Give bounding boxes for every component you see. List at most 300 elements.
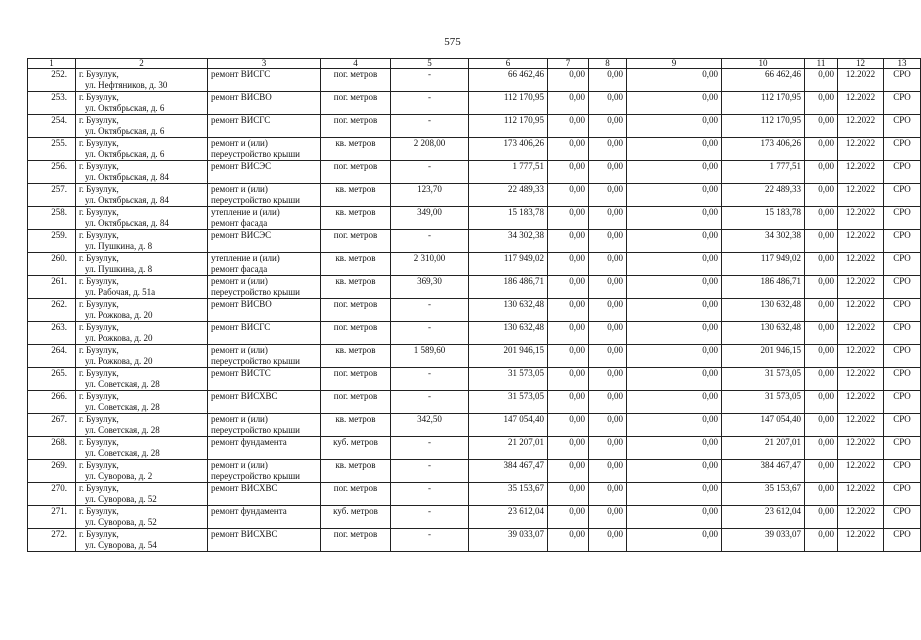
unit-cell: кв. метров: [321, 184, 391, 207]
address-city: г. Бузулук,: [79, 184, 119, 194]
value-cell: 0,00: [627, 299, 722, 322]
work-type-cell: [208, 115, 321, 138]
value-cell: 0,00: [548, 299, 589, 322]
address-cell: [76, 253, 208, 276]
work-type-cell: [208, 414, 321, 437]
address-street: ул. Советская, д. 28: [85, 378, 160, 389]
method-cell: СРО: [884, 414, 921, 437]
table-row: [28, 161, 921, 184]
value-cell: 0,00: [589, 184, 627, 207]
unit-cell: пог. метров: [321, 69, 391, 92]
column-header: 12: [838, 59, 884, 69]
quantity-cell: -: [391, 460, 469, 483]
method-cell: СРО: [884, 299, 921, 322]
work-type-line2: переустройство крыши: [211, 424, 300, 435]
total-cost-cell: 39 033,07: [469, 529, 548, 552]
value-cell: 0,00: [627, 207, 722, 230]
method-cell: СРО: [884, 92, 921, 115]
value-cell: 0,00: [627, 414, 722, 437]
address-city: г. Бузулук,: [79, 69, 119, 79]
address-city: г. Бузулук,: [79, 299, 119, 309]
value-cell: 0,00: [627, 276, 722, 299]
work-type-line2: переустройство крыши: [211, 355, 300, 366]
address-city: г. Бузулук,: [79, 345, 119, 355]
table-row: [28, 138, 921, 161]
address-street: ул. Октябрьская, д. 84: [85, 217, 169, 228]
value-cell: 0,00: [627, 391, 722, 414]
column-header: 13: [884, 59, 921, 69]
row-number: 252.: [28, 69, 76, 92]
value-cell: 0,00: [589, 299, 627, 322]
table-row: [28, 322, 921, 345]
fund-cost-cell: 39 033,07: [722, 529, 805, 552]
work-type-line1: ремонт ВИСТС: [211, 368, 271, 378]
fund-cost-cell: 130 632,48: [722, 322, 805, 345]
deadline-cell: 12.2022: [838, 207, 884, 230]
total-cost-cell: 130 632,48: [469, 322, 548, 345]
column-header: 11: [805, 59, 838, 69]
work-type-line1: ремонт ВИСГС: [211, 69, 271, 79]
value-cell: 0,00: [589, 506, 627, 529]
fund-cost-cell: 31 573,05: [722, 368, 805, 391]
fund-cost-cell: 112 170,95: [722, 92, 805, 115]
total-cost-cell: 34 302,38: [469, 230, 548, 253]
quantity-cell: -: [391, 299, 469, 322]
row-number: 258.: [28, 207, 76, 230]
address-cell: [76, 391, 208, 414]
quantity-cell: -: [391, 161, 469, 184]
value-cell: 0,00: [805, 230, 838, 253]
column-header: 10: [722, 59, 805, 69]
address-street: ул. Октябрьская, д. 6: [85, 125, 165, 136]
address-street: ул. Нефтяников, д. 30: [85, 79, 168, 90]
value-cell: 0,00: [805, 437, 838, 460]
value-cell: 0,00: [805, 138, 838, 161]
column-header: 2: [76, 59, 208, 69]
table-row: [28, 115, 921, 138]
value-cell: 0,00: [548, 529, 589, 552]
deadline-cell: 12.2022: [838, 437, 884, 460]
value-cell: 0,00: [548, 184, 589, 207]
unit-cell: кв. метров: [321, 460, 391, 483]
row-number: 271.: [28, 506, 76, 529]
row-number: 265.: [28, 368, 76, 391]
value-cell: 0,00: [548, 460, 589, 483]
value-cell: 0,00: [805, 92, 838, 115]
unit-cell: пог. метров: [321, 368, 391, 391]
address-street: ул. Рожкова, д. 20: [85, 309, 153, 320]
unit-cell: кв. метров: [321, 345, 391, 368]
value-cell: 0,00: [589, 529, 627, 552]
value-cell: 0,00: [589, 138, 627, 161]
unit-cell: пог. метров: [321, 529, 391, 552]
value-cell: 0,00: [589, 437, 627, 460]
value-cell: 0,00: [589, 391, 627, 414]
total-cost-cell: 147 054,40: [469, 414, 548, 437]
address-city: г. Бузулук,: [79, 529, 119, 539]
table-row: [28, 414, 921, 437]
address-city: г. Бузулук,: [79, 253, 119, 263]
fund-cost-cell: 112 170,95: [722, 115, 805, 138]
work-type-line1: ремонт ВИСХВС: [211, 483, 278, 493]
table-row: [28, 230, 921, 253]
value-cell: 0,00: [548, 115, 589, 138]
quantity-cell: -: [391, 115, 469, 138]
table-row: [28, 506, 921, 529]
unit-cell: пог. метров: [321, 115, 391, 138]
total-cost-cell: 15 183,78: [469, 207, 548, 230]
method-cell: СРО: [884, 115, 921, 138]
address-street: ул. Суворова, д. 2: [85, 470, 153, 481]
address-street: ул. Советская, д. 28: [85, 401, 160, 412]
work-type-line2: переустройство крыши: [211, 470, 300, 481]
row-number: 256.: [28, 161, 76, 184]
address-city: г. Бузулук,: [79, 506, 119, 516]
quantity-cell: 2 208,00: [391, 138, 469, 161]
column-header: 7: [548, 59, 589, 69]
work-type-cell: [208, 529, 321, 552]
unit-cell: пог. метров: [321, 299, 391, 322]
table-row: [28, 276, 921, 299]
column-header: 9: [627, 59, 722, 69]
value-cell: 0,00: [627, 506, 722, 529]
table-row: [28, 368, 921, 391]
row-number: 264.: [28, 345, 76, 368]
unit-cell: пог. метров: [321, 322, 391, 345]
address-city: г. Бузулук,: [79, 115, 119, 125]
total-cost-cell: 31 573,05: [469, 368, 548, 391]
fund-cost-cell: 66 462,46: [722, 69, 805, 92]
address-street: ул. Пушкина, д. 8: [85, 263, 153, 274]
table-row: [28, 391, 921, 414]
address-street: ул. Рожкова, д. 20: [85, 332, 153, 343]
value-cell: 0,00: [627, 460, 722, 483]
address-city: г. Бузулук,: [79, 391, 119, 401]
work-type-line1: ремонт и (или): [211, 414, 268, 424]
address-city: г. Бузулук,: [79, 322, 119, 332]
address-street: ул. Октябрьская, д. 84: [85, 194, 169, 205]
quantity-cell: -: [391, 368, 469, 391]
value-cell: 0,00: [805, 368, 838, 391]
row-number: 262.: [28, 299, 76, 322]
value-cell: 0,00: [805, 184, 838, 207]
quantity-cell: 349,00: [391, 207, 469, 230]
value-cell: 0,00: [627, 69, 722, 92]
total-cost-cell: 66 462,46: [469, 69, 548, 92]
method-cell: СРО: [884, 391, 921, 414]
deadline-cell: 12.2022: [838, 368, 884, 391]
row-number: 260.: [28, 253, 76, 276]
work-type-line1: ремонт и (или): [211, 184, 268, 194]
work-type-line1: ремонт фундамента: [211, 506, 287, 516]
work-type-line1: ремонт ВИСВО: [211, 92, 272, 102]
work-type-cell: [208, 460, 321, 483]
table-row: [28, 207, 921, 230]
deadline-cell: 12.2022: [838, 414, 884, 437]
deadline-cell: 12.2022: [838, 460, 884, 483]
table-row: [28, 69, 921, 92]
work-type-cell: [208, 69, 321, 92]
row-number: 267.: [28, 414, 76, 437]
fund-cost-cell: 1 777,51: [722, 161, 805, 184]
total-cost-cell: 35 153,67: [469, 483, 548, 506]
value-cell: 0,00: [548, 414, 589, 437]
method-cell: СРО: [884, 460, 921, 483]
total-cost-cell: 130 632,48: [469, 299, 548, 322]
deadline-cell: 12.2022: [838, 391, 884, 414]
quantity-cell: -: [391, 529, 469, 552]
unit-cell: кв. метров: [321, 276, 391, 299]
address-street: ул. Суворова, д. 52: [85, 493, 157, 504]
work-type-cell: [208, 207, 321, 230]
address-cell: [76, 92, 208, 115]
table-row: [28, 92, 921, 115]
value-cell: 0,00: [589, 322, 627, 345]
deadline-cell: 12.2022: [838, 230, 884, 253]
address-cell: [76, 299, 208, 322]
unit-cell: куб. метров: [321, 437, 391, 460]
unit-cell: кв. метров: [321, 253, 391, 276]
address-street: ул. Рабочая, д. 51а: [85, 286, 156, 297]
fund-cost-cell: 31 573,05: [722, 391, 805, 414]
value-cell: 0,00: [589, 276, 627, 299]
fund-cost-cell: 23 612,04: [722, 506, 805, 529]
address-street: ул. Пушкина, д. 8: [85, 240, 153, 251]
work-type-cell: [208, 437, 321, 460]
address-city: г. Бузулук,: [79, 230, 119, 240]
value-cell: 0,00: [548, 69, 589, 92]
value-cell: 0,00: [548, 368, 589, 391]
work-type-cell: [208, 483, 321, 506]
row-number: 269.: [28, 460, 76, 483]
address-city: г. Бузулук,: [79, 460, 119, 470]
value-cell: 0,00: [627, 230, 722, 253]
address-street: ул. Октябрьская, д. 84: [85, 171, 169, 182]
value-cell: 0,00: [805, 276, 838, 299]
method-cell: СРО: [884, 322, 921, 345]
value-cell: 0,00: [548, 253, 589, 276]
work-type-line1: ремонт и (или): [211, 138, 268, 148]
work-type-cell: [208, 230, 321, 253]
total-cost-cell: 22 489,33: [469, 184, 548, 207]
total-cost-cell: 173 406,26: [469, 138, 548, 161]
row-number: 259.: [28, 230, 76, 253]
value-cell: 0,00: [627, 322, 722, 345]
method-cell: СРО: [884, 276, 921, 299]
total-cost-cell: 112 170,95: [469, 92, 548, 115]
row-number: 253.: [28, 92, 76, 115]
work-type-line2: переустройство крыши: [211, 194, 300, 205]
work-type-line1: ремонт ВИСЭС: [211, 230, 272, 240]
value-cell: 0,00: [548, 437, 589, 460]
unit-cell: кв. метров: [321, 138, 391, 161]
value-cell: 0,00: [627, 161, 722, 184]
method-cell: СРО: [884, 207, 921, 230]
work-type-cell: [208, 138, 321, 161]
deadline-cell: 12.2022: [838, 253, 884, 276]
value-cell: 0,00: [589, 92, 627, 115]
fund-cost-cell: 173 406,26: [722, 138, 805, 161]
column-header: 8: [589, 59, 627, 69]
total-cost-cell: 186 486,71: [469, 276, 548, 299]
value-cell: 0,00: [805, 460, 838, 483]
address-city: г. Бузулук,: [79, 92, 119, 102]
quantity-cell: 123,70: [391, 184, 469, 207]
quantity-cell: -: [391, 69, 469, 92]
address-city: г. Бузулук,: [79, 138, 119, 148]
value-cell: 0,00: [627, 253, 722, 276]
repair-schedule-table: [27, 58, 921, 552]
fund-cost-cell: 384 467,47: [722, 460, 805, 483]
work-type-cell: [208, 161, 321, 184]
fund-cost-cell: 201 946,15: [722, 345, 805, 368]
method-cell: СРО: [884, 253, 921, 276]
value-cell: 0,00: [805, 529, 838, 552]
value-cell: 0,00: [627, 184, 722, 207]
method-cell: СРО: [884, 138, 921, 161]
work-type-cell: [208, 368, 321, 391]
fund-cost-cell: 21 207,01: [722, 437, 805, 460]
deadline-cell: 12.2022: [838, 161, 884, 184]
total-cost-cell: 31 573,05: [469, 391, 548, 414]
address-street: ул. Суворова, д. 54: [85, 539, 157, 550]
value-cell: 0,00: [805, 345, 838, 368]
method-cell: СРО: [884, 69, 921, 92]
address-cell: [76, 322, 208, 345]
address-cell: [76, 138, 208, 161]
unit-cell: кв. метров: [321, 207, 391, 230]
method-cell: СРО: [884, 483, 921, 506]
value-cell: 0,00: [805, 253, 838, 276]
table-row: [28, 460, 921, 483]
work-type-line1: ремонт ВИСХВС: [211, 529, 278, 539]
work-type-line1: ремонт ВИСЭС: [211, 161, 272, 171]
fund-cost-cell: 186 486,71: [722, 276, 805, 299]
deadline-cell: 12.2022: [838, 138, 884, 161]
value-cell: 0,00: [805, 322, 838, 345]
value-cell: 0,00: [548, 161, 589, 184]
table-row: [28, 483, 921, 506]
address-cell: [76, 230, 208, 253]
address-cell: [76, 506, 208, 529]
address-city: г. Бузулук,: [79, 276, 119, 286]
column-header: 4: [321, 59, 391, 69]
total-cost-cell: 112 170,95: [469, 115, 548, 138]
deadline-cell: 12.2022: [838, 506, 884, 529]
quantity-cell: -: [391, 322, 469, 345]
address-city: г. Бузулук,: [79, 368, 119, 378]
address-cell: [76, 115, 208, 138]
deadline-cell: 12.2022: [838, 92, 884, 115]
column-header: 1: [28, 59, 76, 69]
value-cell: 0,00: [627, 368, 722, 391]
value-cell: 0,00: [805, 483, 838, 506]
row-number: 257.: [28, 184, 76, 207]
table-row: [28, 529, 921, 552]
deadline-cell: 12.2022: [838, 345, 884, 368]
address-city: г. Бузулук,: [79, 483, 119, 493]
fund-cost-cell: 34 302,38: [722, 230, 805, 253]
address-street: ул. Советская, д. 28: [85, 424, 160, 435]
quantity-cell: 369,30: [391, 276, 469, 299]
deadline-cell: 12.2022: [838, 529, 884, 552]
address-cell: [76, 529, 208, 552]
quantity-cell: 2 310,00: [391, 253, 469, 276]
row-number: 272.: [28, 529, 76, 552]
value-cell: 0,00: [627, 483, 722, 506]
work-type-cell: [208, 345, 321, 368]
deadline-cell: 12.2022: [838, 184, 884, 207]
deadline-cell: 12.2022: [838, 115, 884, 138]
address-street: ул. Суворова, д. 52: [85, 516, 157, 527]
value-cell: 0,00: [548, 207, 589, 230]
address-cell: [76, 483, 208, 506]
row-number: 270.: [28, 483, 76, 506]
work-type-line2: переустройство крыши: [211, 148, 300, 159]
value-cell: 0,00: [548, 230, 589, 253]
work-type-line1: ремонт ВИСХВС: [211, 391, 278, 401]
address-cell: [76, 207, 208, 230]
value-cell: 0,00: [548, 322, 589, 345]
value-cell: 0,00: [548, 506, 589, 529]
address-city: г. Бузулук,: [79, 414, 119, 424]
work-type-line1: утепление и (или): [211, 207, 280, 217]
deadline-cell: 12.2022: [838, 276, 884, 299]
quantity-cell: -: [391, 391, 469, 414]
total-cost-cell: 21 207,01: [469, 437, 548, 460]
method-cell: СРО: [884, 437, 921, 460]
table-body: [28, 69, 921, 552]
method-cell: СРО: [884, 345, 921, 368]
fund-cost-cell: 35 153,67: [722, 483, 805, 506]
table-row: [28, 437, 921, 460]
method-cell: СРО: [884, 368, 921, 391]
row-number: 266.: [28, 391, 76, 414]
work-type-line2: ремонт фасада: [211, 217, 268, 228]
work-type-line1: утепление и (или): [211, 253, 280, 263]
value-cell: 0,00: [589, 230, 627, 253]
value-cell: 0,00: [627, 115, 722, 138]
address-cell: [76, 184, 208, 207]
value-cell: 0,00: [805, 391, 838, 414]
unit-cell: пог. метров: [321, 391, 391, 414]
value-cell: 0,00: [589, 368, 627, 391]
value-cell: 0,00: [627, 437, 722, 460]
fund-cost-cell: 117 949,02: [722, 253, 805, 276]
quantity-cell: 342,50: [391, 414, 469, 437]
work-type-cell: [208, 506, 321, 529]
value-cell: 0,00: [805, 69, 838, 92]
value-cell: 0,00: [627, 138, 722, 161]
value-cell: 0,00: [627, 345, 722, 368]
value-cell: 0,00: [589, 207, 627, 230]
value-cell: 0,00: [548, 138, 589, 161]
total-cost-cell: 117 949,02: [469, 253, 548, 276]
address-cell: [76, 161, 208, 184]
address-street: ул. Советская, д. 28: [85, 447, 160, 458]
address-street: ул. Октябрьская, д. 6: [85, 148, 165, 159]
address-cell: [76, 69, 208, 92]
method-cell: СРО: [884, 230, 921, 253]
unit-cell: пог. метров: [321, 483, 391, 506]
value-cell: 0,00: [589, 161, 627, 184]
fund-cost-cell: 22 489,33: [722, 184, 805, 207]
quantity-cell: -: [391, 437, 469, 460]
table-row: [28, 345, 921, 368]
address-cell: [76, 460, 208, 483]
value-cell: 0,00: [548, 92, 589, 115]
column-header: 3: [208, 59, 321, 69]
